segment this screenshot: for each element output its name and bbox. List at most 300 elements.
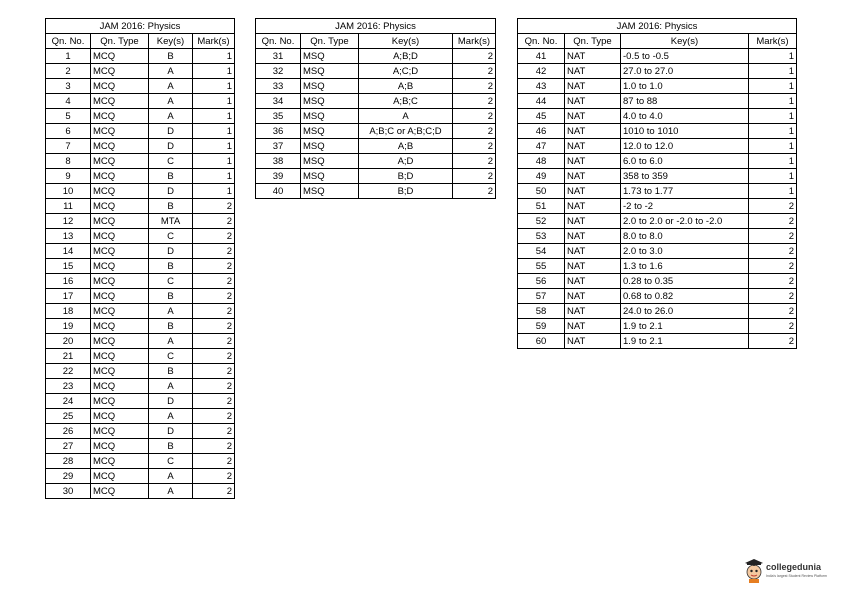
mark-cell: 1 <box>193 94 235 109</box>
key-cell: D <box>149 424 193 439</box>
key-cell: C <box>149 274 193 289</box>
qtype-cell: MCQ <box>91 394 149 409</box>
mark-cell: 1 <box>749 79 797 94</box>
mark-cell: 2 <box>193 349 235 364</box>
key-cell: 27.0 to 27.0 <box>621 64 749 79</box>
qtype-cell: MSQ <box>301 109 359 124</box>
key-cell: A;D <box>359 154 453 169</box>
key-cell: 12.0 to 12.0 <box>621 139 749 154</box>
qno-cell: 18 <box>46 304 91 319</box>
answer-key-table-2 <box>255 18 496 199</box>
key-cell: B <box>149 49 193 64</box>
key-cell: 87 to 88 <box>621 94 749 109</box>
qno-cell: 36 <box>256 124 301 139</box>
key-cell: B <box>149 364 193 379</box>
mark-cell: 2 <box>453 79 496 94</box>
table-row <box>518 289 797 304</box>
key-cell: -2 to -2 <box>621 199 749 214</box>
key-cell: D <box>149 244 193 259</box>
mark-cell: 2 <box>749 334 797 349</box>
table-row <box>518 79 797 94</box>
key-cell: 8.0 to 8.0 <box>621 229 749 244</box>
qtype-cell: MSQ <box>301 139 359 154</box>
table-row <box>518 274 797 289</box>
table-row <box>518 109 797 124</box>
qtype-cell: NAT <box>565 334 621 349</box>
table-row <box>518 259 797 274</box>
qtype-cell: MCQ <box>91 349 149 364</box>
table-row <box>256 154 496 169</box>
mark-cell: 2 <box>193 259 235 274</box>
mark-cell: 2 <box>453 184 496 199</box>
qno-cell: 2 <box>46 64 91 79</box>
mark-cell: 1 <box>749 49 797 64</box>
qtype-cell: MCQ <box>91 124 149 139</box>
qtype-cell: NAT <box>565 64 621 79</box>
key-cell: A;B;C <box>359 94 453 109</box>
mark-cell: 2 <box>193 274 235 289</box>
mark-cell: 2 <box>193 364 235 379</box>
mark-cell: 2 <box>193 424 235 439</box>
qtype-cell: NAT <box>565 94 621 109</box>
table-row <box>46 349 235 364</box>
qno-cell: 17 <box>46 289 91 304</box>
qno-cell: 51 <box>518 199 565 214</box>
qno-cell: 50 <box>518 184 565 199</box>
table-row <box>46 454 235 469</box>
mark-cell: 1 <box>749 109 797 124</box>
mark-cell: 1 <box>749 64 797 79</box>
qno-cell: 45 <box>518 109 565 124</box>
logo-name: collegedunia <box>766 562 822 572</box>
table-row <box>46 439 235 454</box>
mark-cell: 2 <box>453 109 496 124</box>
table-row <box>46 289 235 304</box>
table-row <box>256 94 496 109</box>
qtype-cell: NAT <box>565 304 621 319</box>
qtype-cell: NAT <box>565 79 621 94</box>
table-row <box>46 379 235 394</box>
table-row <box>518 199 797 214</box>
table-row <box>518 334 797 349</box>
mark-cell: 2 <box>453 124 496 139</box>
qtype-cell: NAT <box>565 229 621 244</box>
qtype-cell: MCQ <box>91 379 149 394</box>
qno-cell: 57 <box>518 289 565 304</box>
qno-cell: 38 <box>256 154 301 169</box>
qtype-cell: NAT <box>565 319 621 334</box>
qtype-cell: NAT <box>565 139 621 154</box>
key-cell: 6.0 to 6.0 <box>621 154 749 169</box>
key-cell: A;B;D <box>359 49 453 64</box>
qtype-cell: NAT <box>565 169 621 184</box>
qno-cell: 23 <box>46 379 91 394</box>
table-row <box>46 124 235 139</box>
table-title: JAM 2016: Physics <box>256 19 496 34</box>
mark-cell: 1 <box>749 184 797 199</box>
key-cell: B <box>149 259 193 274</box>
mark-cell: 1 <box>193 184 235 199</box>
mark-cell: 2 <box>193 469 235 484</box>
qno-cell: 44 <box>518 94 565 109</box>
qno-cell: 21 <box>46 349 91 364</box>
answer-key-table-3 <box>517 18 797 349</box>
table-row <box>46 274 235 289</box>
table-row <box>518 319 797 334</box>
key-cell: A <box>149 334 193 349</box>
mark-cell: 2 <box>193 244 235 259</box>
table-row <box>46 409 235 424</box>
mark-cell: 1 <box>193 169 235 184</box>
mark-cell: 2 <box>193 229 235 244</box>
qtype-cell: MSQ <box>301 49 359 64</box>
key-cell: 0.28 to 0.35 <box>621 274 749 289</box>
header-qno: Qn. No. <box>256 34 301 49</box>
qno-cell: 22 <box>46 364 91 379</box>
qtype-cell: MSQ <box>301 94 359 109</box>
header-mark: Mark(s) <box>749 34 797 49</box>
qno-cell: 29 <box>46 469 91 484</box>
mark-cell: 2 <box>193 394 235 409</box>
table-row <box>46 229 235 244</box>
table-row <box>518 304 797 319</box>
key-cell: A <box>359 109 453 124</box>
qtype-cell: MCQ <box>91 454 149 469</box>
header-qno: Qn. No. <box>46 34 91 49</box>
qno-cell: 1 <box>46 49 91 64</box>
qno-cell: 11 <box>46 199 91 214</box>
qno-cell: 13 <box>46 229 91 244</box>
header-qno: Qn. No. <box>518 34 565 49</box>
table-title: JAM 2016: Physics <box>46 19 235 34</box>
key-cell: A <box>149 484 193 499</box>
key-cell: A;C;D <box>359 64 453 79</box>
qtype-cell: MCQ <box>91 409 149 424</box>
table-row <box>46 394 235 409</box>
qtype-cell: NAT <box>565 184 621 199</box>
qtype-cell: MCQ <box>91 154 149 169</box>
table-row <box>518 124 797 139</box>
qno-cell: 5 <box>46 109 91 124</box>
qno-cell: 26 <box>46 424 91 439</box>
mark-cell: 2 <box>193 319 235 334</box>
table-row <box>46 199 235 214</box>
table-row <box>46 319 235 334</box>
qno-cell: 58 <box>518 304 565 319</box>
qno-cell: 20 <box>46 334 91 349</box>
qtype-cell: MCQ <box>91 364 149 379</box>
table-row <box>256 64 496 79</box>
qno-cell: 10 <box>46 184 91 199</box>
key-cell: 1.3 to 1.6 <box>621 259 749 274</box>
qno-cell: 8 <box>46 154 91 169</box>
qno-cell: 52 <box>518 214 565 229</box>
qtype-cell: NAT <box>565 214 621 229</box>
qtype-cell: MCQ <box>91 229 149 244</box>
qno-cell: 40 <box>256 184 301 199</box>
qno-cell: 42 <box>518 64 565 79</box>
header-key: Key(s) <box>149 34 193 49</box>
table-row <box>46 214 235 229</box>
qtype-cell: MSQ <box>301 154 359 169</box>
key-cell: A <box>149 109 193 124</box>
qtype-cell: MCQ <box>91 64 149 79</box>
table-row <box>256 184 496 199</box>
mark-cell: 1 <box>749 124 797 139</box>
qtype-cell: MCQ <box>91 184 149 199</box>
table-row <box>518 169 797 184</box>
key-cell: B;D <box>359 169 453 184</box>
mark-cell: 2 <box>193 379 235 394</box>
table-row <box>256 124 496 139</box>
qno-cell: 12 <box>46 214 91 229</box>
table-row <box>518 64 797 79</box>
qtype-cell: NAT <box>565 199 621 214</box>
key-cell: 4.0 to 4.0 <box>621 109 749 124</box>
mark-cell: 2 <box>749 229 797 244</box>
mark-cell: 2 <box>193 439 235 454</box>
qtype-cell: MCQ <box>91 94 149 109</box>
table-row <box>46 334 235 349</box>
qno-cell: 34 <box>256 94 301 109</box>
qtype-cell: MCQ <box>91 139 149 154</box>
qno-cell: 35 <box>256 109 301 124</box>
table-row <box>518 214 797 229</box>
mark-cell: 1 <box>193 139 235 154</box>
header-qtype: Qn. Type <box>565 34 621 49</box>
header-qtype: Qn. Type <box>91 34 149 49</box>
table-row <box>46 94 235 109</box>
logo-tagline: India's largest Student Review Platform <box>766 574 827 578</box>
qno-cell: 25 <box>46 409 91 424</box>
qtype-cell: NAT <box>565 259 621 274</box>
key-cell: A;B;C or A;B;C;D <box>359 124 453 139</box>
table-row <box>46 169 235 184</box>
mark-cell: 1 <box>749 169 797 184</box>
mark-cell: 2 <box>749 199 797 214</box>
table-title: JAM 2016: Physics <box>518 19 797 34</box>
qtype-cell: NAT <box>565 274 621 289</box>
mark-cell: 1 <box>193 49 235 64</box>
key-cell: C <box>149 229 193 244</box>
mark-cell: 2 <box>453 169 496 184</box>
table-row <box>256 79 496 94</box>
table-row <box>46 424 235 439</box>
table-row <box>518 184 797 199</box>
qno-cell: 33 <box>256 79 301 94</box>
qtype-cell: MSQ <box>301 169 359 184</box>
key-cell: D <box>149 184 193 199</box>
qno-cell: 31 <box>256 49 301 64</box>
mark-cell: 2 <box>193 304 235 319</box>
qno-cell: 30 <box>46 484 91 499</box>
qtype-cell: NAT <box>565 154 621 169</box>
mark-cell: 2 <box>749 304 797 319</box>
qtype-cell: NAT <box>565 49 621 64</box>
qno-cell: 28 <box>46 454 91 469</box>
qtype-cell: MCQ <box>91 49 149 64</box>
key-cell: A <box>149 469 193 484</box>
qno-cell: 55 <box>518 259 565 274</box>
qtype-cell: NAT <box>565 244 621 259</box>
qno-cell: 48 <box>518 154 565 169</box>
qno-cell: 47 <box>518 139 565 154</box>
key-cell: C <box>149 154 193 169</box>
key-cell: A <box>149 379 193 394</box>
mark-cell: 2 <box>453 94 496 109</box>
key-cell: 24.0 to 26.0 <box>621 304 749 319</box>
table-row <box>46 139 235 154</box>
mark-cell: 2 <box>453 139 496 154</box>
qno-cell: 49 <box>518 169 565 184</box>
qtype-cell: MCQ <box>91 259 149 274</box>
mark-cell: 2 <box>749 259 797 274</box>
qno-cell: 4 <box>46 94 91 109</box>
mark-cell: 2 <box>749 274 797 289</box>
key-cell: C <box>149 454 193 469</box>
mark-cell: 1 <box>749 154 797 169</box>
table-row <box>46 244 235 259</box>
qtype-cell: MCQ <box>91 469 149 484</box>
header-mark: Mark(s) <box>193 34 235 49</box>
header-qtype: Qn. Type <box>301 34 359 49</box>
header-mark: Mark(s) <box>453 34 496 49</box>
mark-cell: 1 <box>193 154 235 169</box>
key-cell: 1.9 to 2.1 <box>621 334 749 349</box>
qno-cell: 19 <box>46 319 91 334</box>
key-cell: B <box>149 439 193 454</box>
table-row <box>46 79 235 94</box>
key-cell: D <box>149 124 193 139</box>
table-row <box>46 364 235 379</box>
qno-cell: 54 <box>518 244 565 259</box>
qtype-cell: MSQ <box>301 64 359 79</box>
key-cell: 1.9 to 2.1 <box>621 319 749 334</box>
key-cell: A <box>149 64 193 79</box>
mark-cell: 1 <box>749 139 797 154</box>
qtype-cell: MCQ <box>91 484 149 499</box>
table-row <box>46 109 235 124</box>
qtype-cell: MSQ <box>301 124 359 139</box>
header-key: Key(s) <box>359 34 453 49</box>
mark-cell: 1 <box>193 79 235 94</box>
mark-cell: 1 <box>749 94 797 109</box>
qtype-cell: MCQ <box>91 319 149 334</box>
qtype-cell: MSQ <box>301 79 359 94</box>
qno-cell: 27 <box>46 439 91 454</box>
key-cell: A <box>149 409 193 424</box>
table-row <box>256 109 496 124</box>
table-row <box>518 229 797 244</box>
qno-cell: 56 <box>518 274 565 289</box>
key-cell: B <box>149 199 193 214</box>
qno-cell: 16 <box>46 274 91 289</box>
key-cell: 1010 to 1010 <box>621 124 749 139</box>
qtype-cell: MCQ <box>91 424 149 439</box>
key-cell: A;B <box>359 139 453 154</box>
table-row <box>46 49 235 64</box>
qtype-cell: MCQ <box>91 214 149 229</box>
mark-cell: 2 <box>193 454 235 469</box>
table-row <box>518 244 797 259</box>
key-cell: 1.0 to 1.0 <box>621 79 749 94</box>
table-row <box>46 259 235 274</box>
table-row <box>46 304 235 319</box>
key-cell: D <box>149 394 193 409</box>
qno-cell: 7 <box>46 139 91 154</box>
key-cell: 2.0 to 3.0 <box>621 244 749 259</box>
answer-key-table-1 <box>45 18 235 499</box>
key-cell: A <box>149 304 193 319</box>
key-cell: 2.0 to 2.0 or -2.0 to -2.0 <box>621 214 749 229</box>
qtype-cell: MCQ <box>91 79 149 94</box>
qno-cell: 32 <box>256 64 301 79</box>
mark-cell: 2 <box>749 319 797 334</box>
qtype-cell: NAT <box>565 124 621 139</box>
qtype-cell: MCQ <box>91 274 149 289</box>
key-cell: D <box>149 139 193 154</box>
key-cell: B <box>149 289 193 304</box>
qtype-cell: MCQ <box>91 109 149 124</box>
collegedunia-logo <box>744 558 834 586</box>
qno-cell: 14 <box>46 244 91 259</box>
table-row <box>518 139 797 154</box>
mark-cell: 2 <box>193 199 235 214</box>
qno-cell: 53 <box>518 229 565 244</box>
qno-cell: 60 <box>518 334 565 349</box>
key-cell: A <box>149 79 193 94</box>
qno-cell: 46 <box>518 124 565 139</box>
qtype-cell: NAT <box>565 109 621 124</box>
qno-cell: 37 <box>256 139 301 154</box>
qtype-cell: MCQ <box>91 304 149 319</box>
table-row <box>46 184 235 199</box>
table-row <box>256 49 496 64</box>
mark-cell: 2 <box>193 484 235 499</box>
mark-cell: 2 <box>749 244 797 259</box>
key-cell: C <box>149 349 193 364</box>
mark-cell: 2 <box>193 409 235 424</box>
mark-cell: 2 <box>193 289 235 304</box>
qno-cell: 15 <box>46 259 91 274</box>
key-cell: -0.5 to -0.5 <box>621 49 749 64</box>
qtype-cell: NAT <box>565 289 621 304</box>
mark-cell: 1 <box>193 124 235 139</box>
qtype-cell: MCQ <box>91 289 149 304</box>
table-row <box>46 484 235 499</box>
key-cell: B <box>149 319 193 334</box>
mark-cell: 2 <box>749 214 797 229</box>
mark-cell: 2 <box>193 334 235 349</box>
table-row <box>256 169 496 184</box>
key-cell: A;B <box>359 79 453 94</box>
key-cell: 1.73 to 1.77 <box>621 184 749 199</box>
table-row <box>46 469 235 484</box>
key-cell: MTA <box>149 214 193 229</box>
mark-cell: 1 <box>193 64 235 79</box>
table-row <box>46 64 235 79</box>
qtype-cell: MCQ <box>91 169 149 184</box>
mark-cell: 1 <box>193 109 235 124</box>
qtype-cell: MCQ <box>91 244 149 259</box>
graduate-mascot-icon <box>744 558 764 584</box>
qno-cell: 59 <box>518 319 565 334</box>
table-row <box>518 94 797 109</box>
table-row <box>518 154 797 169</box>
table-row <box>46 154 235 169</box>
header-key: Key(s) <box>621 34 749 49</box>
qtype-cell: MCQ <box>91 439 149 454</box>
